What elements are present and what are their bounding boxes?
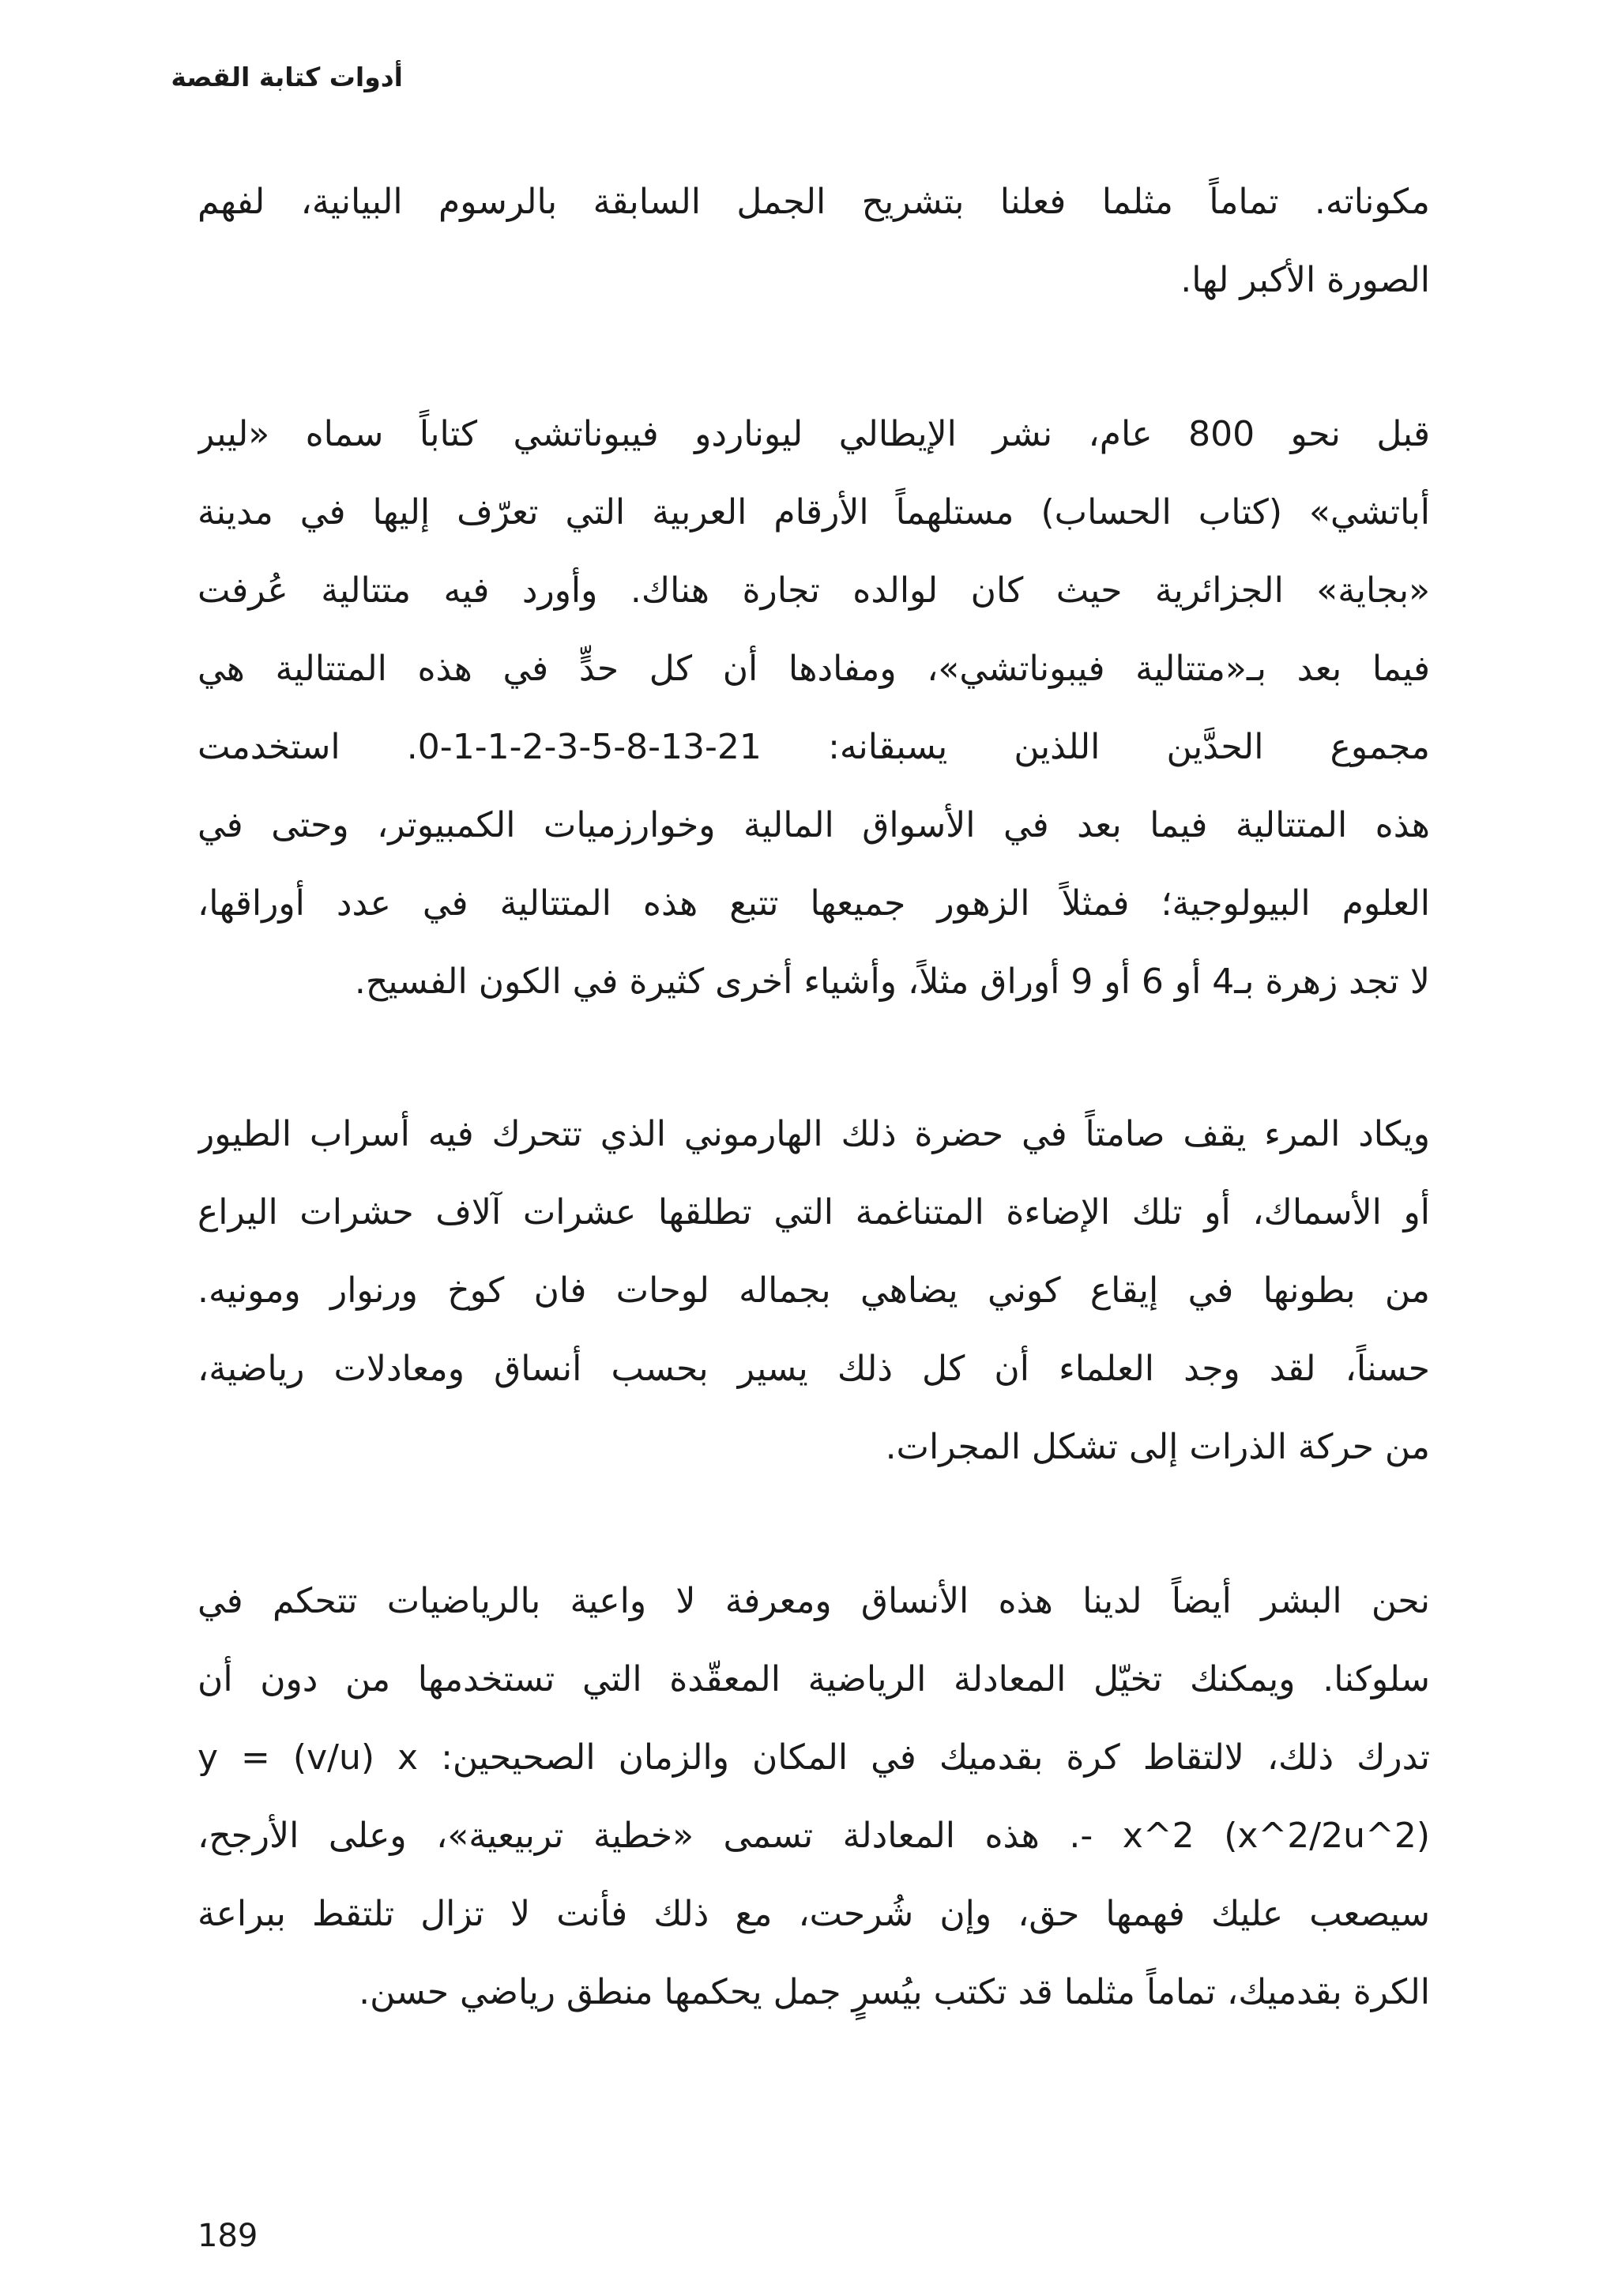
paragraph-4-line-3: تدرك ذلك، لالتقاط كرة بقدميك في المكان والزمان الصحيحين: y = (v/u) x — [198, 1737, 1430, 1778]
paragraph-4-line-2: سلوكنا. ويمكنك تخيّل المعادلة الرياضية المعقّدة التي تستخدمها من دون أن — [198, 1659, 1430, 1699]
running-header: أدوات كتابة القصة — [171, 62, 403, 92]
paragraph-4-line-6: الكرة بقدميك، تماماً مثلما قد تكتب بيُسرٍ جمل يحكمها منطق رياضي حسن. — [359, 1972, 1430, 2012]
paragraph-2-line-8: لا تجد زهرة بـ4 أو 6 أو 9 أوراق مثلاً، وأشياء أخرى كثيرة في الكون الفسيح. — [354, 962, 1430, 1002]
paragraph-2-line-1: قبل نحو 800 عام، نشر الإيطالي ليوناردو فيبوناتشي كتاباً سماه «ليبر — [198, 414, 1430, 454]
paragraph-3-line-3: من بطونها في إيقاع كوني يضاهي بجماله لوحات فان كوخ ورنوار ومونيه. — [198, 1270, 1430, 1311]
paragraph-2 — [198, 395, 1430, 1021]
paragraph-1 — [198, 163, 1430, 319]
paragraph-2-line-5: مجموع الحدَّين اللذين يسبقانه: 21-13-8-5-3-2-1-1-0. استخدمت — [198, 727, 1430, 767]
paragraph-1-line-1: مكوناته. تماماً مثلما فعلنا بتشريح الجمل السابقة بالرسوم البيانية، لفهم — [198, 182, 1430, 222]
paragraph-3-line-5: من حركة الذرات إلى تشكل المجرات. — [885, 1427, 1430, 1467]
paragraph-2-line-4: فيما بعد بـ«متتالية فيبوناتشي»، ومفادها أن كل حدٍّ في هذه المتتالية هي — [198, 649, 1430, 689]
paragraph-3 — [198, 1095, 1430, 1486]
paragraph-2-line-2: أباتشي» (كتاب الحساب) مستلهماً الأرقام العربية التي تعرّف إليها في مدينة — [198, 492, 1430, 533]
page-number: 189 — [198, 2218, 258, 2254]
paragraph-4-line-1: نحن البشر أيضاً لدينا هذه الأنساق ومعرفة لا واعية بالرياضيات تتحكم في — [198, 1581, 1430, 1621]
paragraph-4-line-5: سيصعب عليك فهمها حق، وإن شُرحت، مع ذلك فأنت لا تزال تلتقط ببراعة — [198, 1894, 1430, 1934]
paragraph-2-line-7: العلوم البيولوجية؛ فمثلاً الزهور جميعها تتبع هذه المتتالية في عدد أوراقها، — [198, 883, 1430, 924]
paragraph-3-line-1: ويكاد المرء يقف صامتاً في حضرة ذلك الهارموني الذي تتحرك فيه أسراب الطيور — [198, 1114, 1430, 1154]
paragraph-3-line-4: حسناً، لقد وجد العلماء أن كل ذلك يسير بحسب أنساق ومعادلات رياضية، — [198, 1349, 1430, 1389]
paragraph-2-line-3: «بجاية» الجزائرية حيث كان لوالده تجارة هناك. وأورد فيه متتالية عُرفت — [198, 570, 1430, 611]
paragraph-3-line-2: أو الأسماك، أو تلك الإضاءة المتناغمة التي تطلقها عشرات آلاف حشرات اليراع — [198, 1192, 1430, 1233]
paragraph-1-line-2: الصورة الأكبر لها. — [1180, 260, 1430, 300]
paragraph-2-line-6: هذه المتتالية فيما بعد في الأسواق المالية وخوارزميات الكمبيوتر، وحتى في — [198, 805, 1430, 845]
paragraph-4 — [198, 1562, 1430, 2031]
paragraph-4-line-4: x^2 (x^2/2u^2) -. هذه المعادلة تسمى «خطية تربيعية»، وعلى الأرجح، — [198, 1816, 1430, 1856]
